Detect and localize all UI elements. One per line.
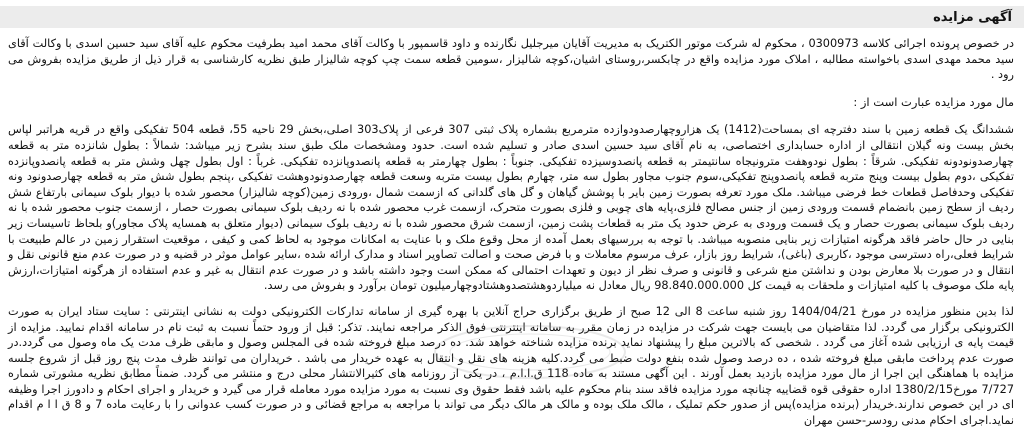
property-subheading: مال مورد مزایده عبارت است از :: [853, 94, 1014, 109]
title-bar: [0, 6, 1024, 28]
notice-title: آگهی مزایده: [933, 9, 1012, 25]
property-description: ششدانگ یک قطعه زمین با سند دفترچه ای بمساحت(1412) یک هزاروچهارصدودوازده مترمربع بشماره پلاک ثبتی 307 فرعی از پلاک303 اصلی،بخش 29 ناحیه 55، قطعه 504 تفکیکی واقع در قریه هراتبر لپاس بخش بیست ونه گیلان انتقالی از اداره حسابداری اختصاصی، به نام آقای سید حسین اسدی صادر و تسلیم شده است. حدود ومشخصات ملک طبق سند بشرح زیر میباشد: شمالاً : بطول شانزده متر به قطعه چهارصدونودونه تفکیکی. شرقاً : بطول نودوهفت مترونیجاه سانتیمتر به قطعه پانصدوسیزده تفکیکی. جنوباً : بطول چهارمتر به قطعه پانصدوپانزده تفکیکی. غرباً : اول بطول چهل وشش متر به قطعه پانصدوپانزده تفکیکی ،دوم بطول بیست وپنج متربه قطعه پانصدوپنج تفکیکی،سوم جنوب مجاور بطول سه متر، چهارم بطول بیست متربه وسعت قطعه چهارصدونودوهشت تفکیکی ،پنجم بطول شش متر به قطعه چهارصدونود ونه تفکیکی وحدفاصل قطعات خط فرضی میباشد. ملک مورد تعرفه بصورت زمین بایر با پوشش گیاهان و گل های گلدانی که ازسمت شمال ،ورودی زمین(کوچه شالیزار) محصور شده با دیوار بلوک سیمانی بارتفاع شش ردیف از سطح زمین بانضمام قسمت ورودی زمین از جنس مصالح فلزی،پایه های چوبی و فلزی بصورت متحرک، ازسمت غرب محصور شده با نه ردیف بلوک سیمانی بصورت حصار ، ازسمت جنوب محصور شده با نه ردیف بلوک سیمانی بصورت حصار و یک قسمت ورودی به عرض حدود یک متر به قطعات پشت زمین، ازسمت شرق محصور شده با نه ردیف بلوک سیمانی (دیوار متعلق به همسایه پلاک مجاور)و بلحاظ تاسیسات زیر بنایی در حال حاضر فاقد هرگونه امتیازات زیر بنایی منصوبه میباشد. با توجه به بررسیهای بعمل آمده از محل وقوع ملک و با عنایت به امکانات موجود به لحاظ کمی و کیفی ، موقعیت استقرار زمین در عالم طبیعت با شرایط فعلی،راه دسترسی موجود ،کاربری (باغی)، شرایط روز بازار، عرف مرسوم معاملات و با فرض صحت و اصالت تصاویر اسناد و مدارک ارائه شده ،سایر عوامل موثر در قضیه و در صورت عدم منع قانونی نقل و انتقال و در صورت بلا معارض بودن و نداشتن منع شرعی و قانونی و صرف نظر از دیون و تعهدات احتمالی که ممکن است وجود داشته باشد و در صورت عدم انتقال به غیر و عدم استفاده از هرگونه امتیازات،ارزش پایه ملک موصوف با کلیه امتیازات و ملحقات به قیمت کل 98.840.000.000 ریال معادل نه میلیاردوهشتصدوهشتادوچهارمیلیون تومان برآورد و بفروش می رسد.: [8, 123, 1015, 293]
intro-paragraph: در خصوص پرونده اجرائی کلاسه 0300973 ، محکوم له شرکت موتور الکتریک به مدیریت آقایان میرجلیل نگارنده و داود قاسمپور با وکالت آقای محمد امید بطرفیت محکوم علیه آقای سید حسین اسدی با وکالت آقای سید محمد مهدی اسدی باخواسته مطالبه ، املاک مورد مزایده واقع در چابکسر،روستای اشیان،کوچه شالیزار ،سومین قطعه سمت چپ کوچه شالیزار طبق نظریه کارشناسی به قرار ذیل از طریق مزایده بفروش می رود .: [8, 37, 1014, 82]
auction-conditions: لذا بدین منظور مزایده در مورخ 1404/04/21 روز شنبه ساعت 8 الی 12 صبح از طریق برگزاری حراج آنلاین با بهره گیری از سامانه تدارکات الکترونیکی دولت به نشانی اینترنتی : سایت ستاد ایران به صورت الکترونیکی برگزار می گردد. لذا متقاضیان می بایست جهت شرکت در مزایده در زمان مقرر به سامانه اینترنتی فوق الذکر مراجعه نمایند. تذکر: قبل از ورود حتماً نسبت به ثبت نام در سامانه اقدام نمایید. مزایده از قیمت پایه ی ارزیابی شده آغاز می گردد . شخصی که بالاترین مبلغ را پیشنهاد نماید برنده مزایده شناخته خواهد شد. ده درصد مبلغ فروخته شده فی المجلس وصول و مابقی ظرف مدت یک ماه وصول می گردد.در صورت عدم پرداخت مابقی مبلغ فروخته شده ، ده درصد وصول شده بنفع دولت ضبط می گردد.کلیه هزینه های نقل و انتقال به عهده خریدار می باشد . خریداران می توانند ظرف مدت پنج روز قبل از شروع جلسه مزایده با هماهنگی این اجرا از مال مورد مزایده بازدید بعمل آورند . این آگهی مستند به ماده 118 ق.ا.ا.م ، در یکی از روزنامه های کثیرالانتشار محلی درج و منتشر می گردد. ضمناً مطابق نظریه مشورتی شماره 7/727 مورخ1380/2/15 اداره حقوقی قوه قضاییه چنانچه مورد مزایده فاقد سند بنام محکوم علیه باشد فقط حقوق وی نسبت به مورد مزایده مورد معامله قرار می گیرد و خریدار و اجرای احکام و دادورز اجرا وظیفه ای در این خصوص ندارند.خریدار (برنده مزایده)پس از صدور حکم تملیک ، مالک ملک بوده و مالک هر مالک دیگر می تواند با مراجعه به مراجع قضائی و در صورت کسب عدوانی را با رعایت ماده 7 و 8 ق ا ا م اقدام نماید.اجرای احکام مدنی رودسر-حسن مهران: [8, 304, 1015, 428]
